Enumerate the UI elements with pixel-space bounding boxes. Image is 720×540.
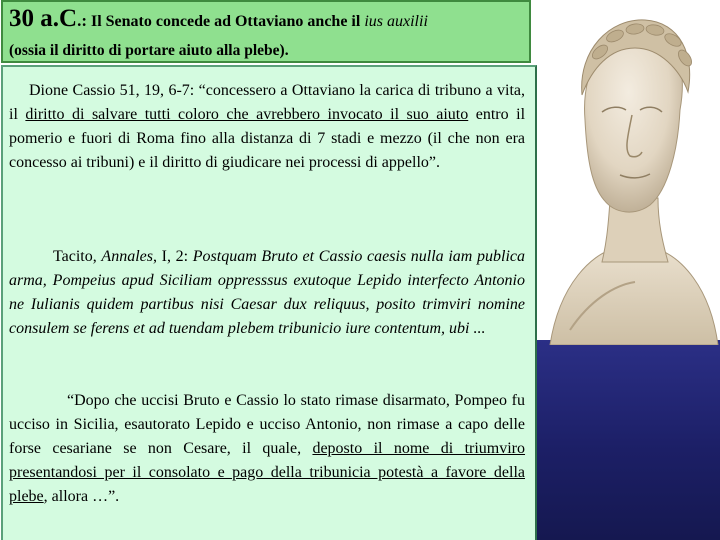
body-text-box	[1, 65, 537, 540]
tacito-latin-text: Postquam Bruto et Cassio caesis nulla iam publica arma, Pompeius apud Siciliam oppresssus exutoque Lepido interfecto Antonio ne Iulianis quidem partibus nisi Caesar dux reliquus, posito trimviri nomine consulem se ferens et ad tuendam plebem tribunicio iure contentum, ubi ...	[9, 248, 526, 337]
title-separator: .:	[77, 11, 87, 30]
tacito-quote	[9, 245, 525, 341]
italian-translation	[9, 389, 525, 509]
dione-rest: entro il pomerio e fuori di Roma fino alla distanza di 7 stadi e mezzo (il che non era concesso ai tribuni) e il diritto di giudicare nei processi di appello”.	[9, 106, 526, 171]
title-box	[1, 0, 531, 63]
title-line	[9, 5, 428, 33]
tacito-work: Annales	[101, 248, 153, 265]
title-subtitle: (ossia il diritto di portare aiuto alla plebe).	[9, 42, 289, 59]
augustus-bust-image	[540, 0, 720, 345]
translation-end: , allora …”.	[43, 488, 120, 505]
tacito-ref: , I, 2:	[152, 248, 193, 265]
navy-decorative-band	[537, 340, 720, 540]
title-italic-term: ius auxilii	[364, 13, 428, 30]
title-year: 30 a.C	[9, 5, 78, 32]
tacito-author: Tacito,	[53, 248, 102, 265]
translation-text: “Dopo che uccisi Bruto e Cassio lo stato rimase disarmato, Pompeo fu ucciso in Sicilia, esautorato Lepido e ucciso Antonio, non rimase a capo delle forse cesariane se non Cesare, il quale,	[9, 392, 525, 457]
dione-underlined: diritto di salvare tutti coloro che avrebbero invocato il suo aiuto	[25, 106, 469, 123]
dione-cassio-quote	[9, 79, 525, 175]
dione-intro: Dione Cassio 51, 19, 6-7: “concessero a Ottaviano la carica di tribuno a vita, il	[9, 82, 525, 123]
title-text: Il Senato concede ad Ottaviano anche il	[86, 13, 365, 30]
translation-underlined: deposto il nome di triumviro presentandosi per il consolato e pago della tribunicia potestà a favore della plebe	[9, 440, 526, 505]
